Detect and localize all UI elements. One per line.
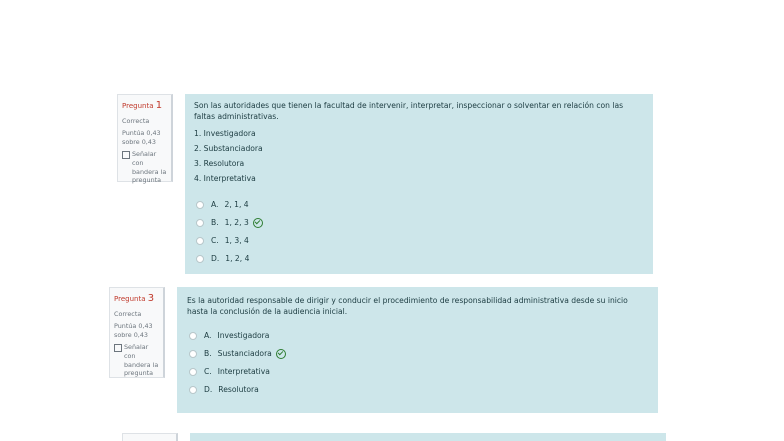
- option-text: Interpretativa: [217, 367, 270, 377]
- list-item: 1. Investigadora: [194, 128, 256, 138]
- option-letter: A.: [211, 200, 219, 210]
- question-content-1: [185, 94, 653, 274]
- question-info-next: [122, 433, 178, 441]
- answer-option-d[interactable]: [187, 381, 648, 399]
- option-text: 1, 3, 4: [224, 236, 249, 246]
- radio-button[interactable]: [189, 386, 197, 394]
- question-status: Correcta: [114, 309, 142, 318]
- radio-button[interactable]: [196, 219, 204, 227]
- question-number: Pregunta 1: [122, 100, 163, 111]
- option-letter: D.: [204, 385, 213, 395]
- answer-options: [187, 327, 648, 399]
- list-item: 4. Interpretativa: [194, 173, 256, 183]
- option-text: 2, 1, 4: [224, 200, 249, 210]
- question-number: Pregunta 3: [114, 293, 155, 304]
- radio-button[interactable]: [189, 332, 197, 340]
- answer-option-c[interactable]: [194, 232, 644, 250]
- radio-button[interactable]: [196, 237, 204, 245]
- radio-button[interactable]: [189, 368, 197, 376]
- flag-question-link[interactable]: [122, 150, 167, 185]
- option-text: Resolutora: [218, 385, 259, 395]
- answer-option-d[interactable]: [194, 250, 644, 268]
- question-content-3: [177, 287, 658, 413]
- answer-option-b[interactable]: [187, 345, 648, 363]
- flag-icon: [114, 344, 122, 352]
- question-info-1: [117, 94, 173, 185]
- flag-question-label: Señalar con bandera la pregunta: [124, 343, 159, 378]
- option-letter: B.: [211, 218, 219, 228]
- option-letter: C.: [204, 367, 212, 377]
- question-info-3: [109, 287, 165, 378]
- check-circle-icon: [253, 218, 263, 228]
- answer-option-a[interactable]: [187, 327, 648, 345]
- radio-button[interactable]: [196, 201, 204, 209]
- option-letter: B.: [204, 349, 212, 359]
- radio-button[interactable]: [189, 350, 197, 358]
- question-list: [194, 129, 644, 183]
- question-text: Es la autoridad responsable de dirigir y conducir el procedimiento de responsabilidad administrativa desde su inicio hasta la conclusión de la audiencia inicial.: [187, 296, 628, 317]
- option-letter: D.: [211, 254, 220, 264]
- question-content-next: [190, 433, 666, 441]
- option-text: 1, 2, 4: [225, 254, 250, 264]
- question-score: Puntúa 0,43 sobre 0,43: [122, 129, 161, 146]
- answer-option-a[interactable]: [194, 196, 644, 214]
- list-item: 2. Substanciadora: [194, 143, 263, 153]
- answer-options: [194, 196, 644, 268]
- option-text: 1, 2, 3: [224, 218, 249, 228]
- check-circle-icon: [276, 349, 286, 359]
- answer-option-c[interactable]: [187, 363, 648, 381]
- flag-question-label: Señalar con bandera la pregunta: [132, 150, 167, 185]
- flag-icon: [122, 151, 130, 159]
- flag-question-link[interactable]: [114, 343, 159, 378]
- question-score: Puntúa 0,43 sobre 0,43: [114, 322, 153, 339]
- radio-button[interactable]: [196, 255, 204, 263]
- list-item: 3. Resolutora: [194, 158, 245, 168]
- option-text: Investigadora: [217, 331, 270, 341]
- option-letter: A.: [204, 331, 212, 341]
- question-status: Correcta: [122, 116, 150, 125]
- answer-option-b[interactable]: [194, 214, 644, 232]
- question-text: Son las autoridades que tienen la facultad de intervenir, interpretar, inspeccionar o solventar en relación con las faltas administrativas.: [194, 101, 624, 122]
- option-letter: C.: [211, 236, 219, 246]
- option-text: Sustanciadora: [217, 349, 272, 359]
